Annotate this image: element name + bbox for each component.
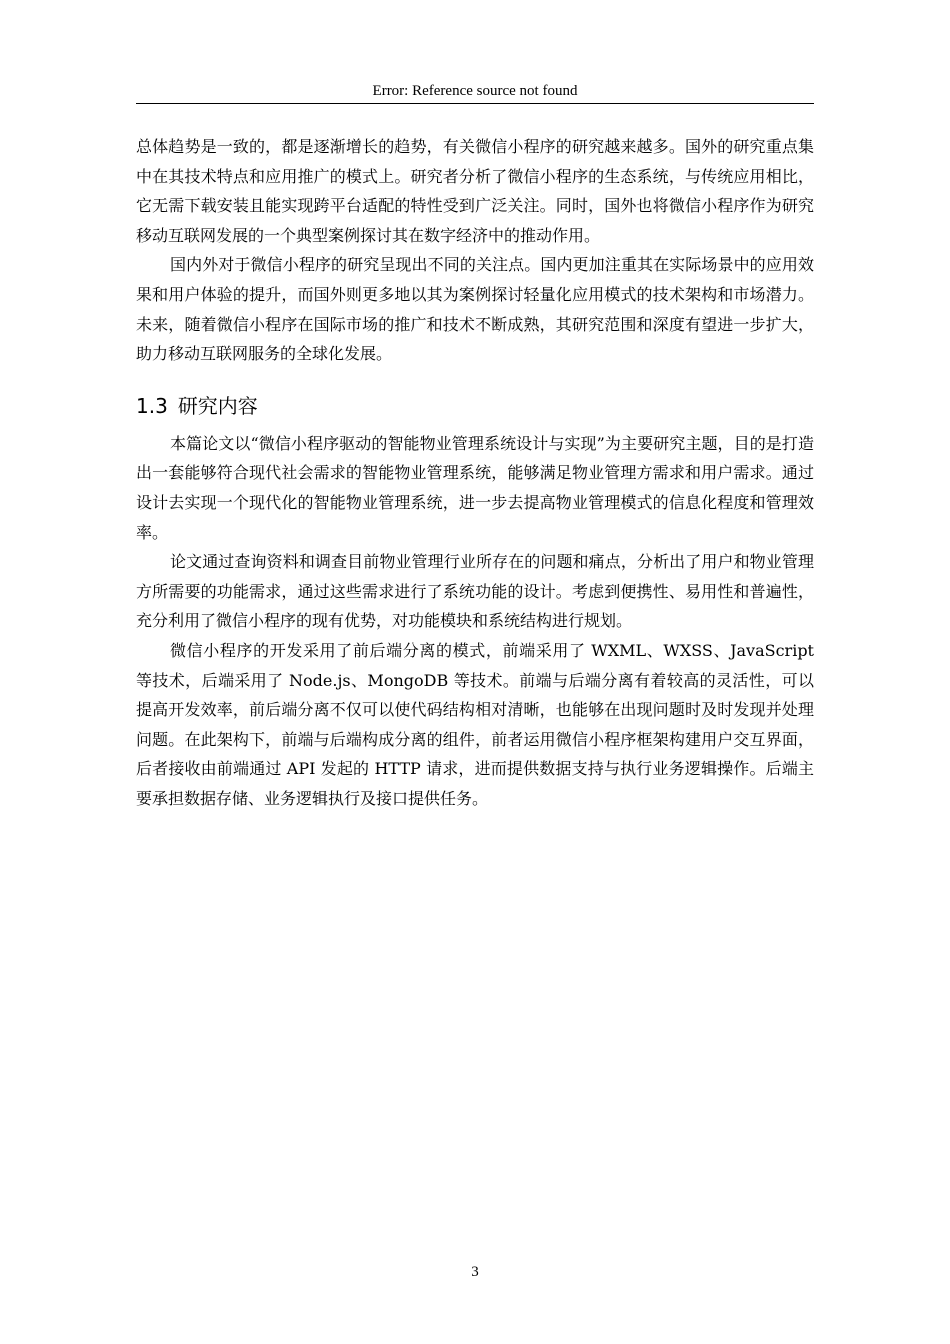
section-number: 1.3 [136,393,168,418]
paragraph: 论文通过查询资料和调查目前物业管理行业所存在的问题和痛点，分析出了用户和物业管理方所需要的功能需求，通过这些需求进行了系统功能的设计。考虑到便携性、易用性和普遍性，充分利用了微信小程序的现有优势，对功能模块和系统结构进行规划。 [136,552,814,631]
section-heading [136,391,814,421]
paragraph: 微信小程序的开发采用了前后端分离的模式，前端采用了 WXML、WXSS、JavaScript 等技术，后端采用了 Node.js、MongoDB 等技术。前端与后端分离有着较高的灵活性，可以提高开发效率，前后端分离不仅可以使代码结构相对清晰，也能够在出现问题时及时发现并处理问题。在此架构下，前端与后端构成分离的组件，前者运用微信小程序框架构建用户交互界面，后者接收由前端通过 API 发起的 HTTP 请求，进而提供数据支持与执行业务逻辑操作。后端主要承担数据存储、业务逻辑执行及接口提供任务。 [136,640,814,808]
running-header: Error: Reference source not found [372,83,578,99]
body-content [136,132,814,813]
page-number: 3 [471,1264,479,1280]
paragraph-continued: 总体趋势是一致的，都是逐渐增长的趋势，有关微信小程序的研究越来越多。国外的研究重点集中在其技术特点和应用推广的模式上。研究者分析了微信小程序的生态系统，与传统应用相比，它无需下载安装且能实现跨平台适配的特性受到广泛关注。同时，国外也将微信小程序作为研究移动互联网发展的一个典型案例探讨其在数字经济中的推动作用。 [136,137,814,245]
header-rule [136,103,814,104]
section-title: 研究内容 [177,393,258,418]
paragraph: 本篇论文以“微信小程序驱动的智能物业管理系统设计与实现”为主要研究主题，目的是打造出一套能够符合现代社会需求的智能物业管理系统，能够满足物业管理方需求和用户需求。通过设计去实现一个现代化的智能物业管理系统，进一步去提高物业管理模式的信息化程度和管理效率。 [136,433,814,542]
paragraph: 国内外对于微信小程序的研究呈现出不同的关注点。国内更加注重其在实际场景中的应用效果和用户体验的提升，而国外则更多地以其为案例探讨轻量化应用模式的技术架构和市场潜力。未来，随着微信小程序在国际市场的推广和技术不断成熟，其研究范围和深度有望进一步扩大，助力移动互联网服务的全球化发展。 [136,255,814,364]
